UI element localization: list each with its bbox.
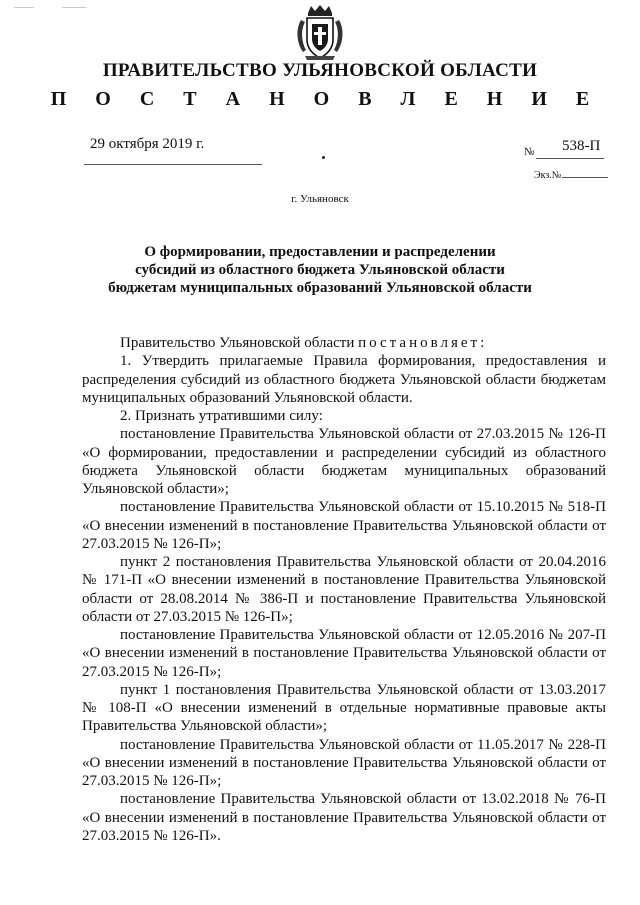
scan-dot xyxy=(322,156,325,159)
repealed-item: постановление Правительства Ульяновской области от 11.05.2017 № 228-П «О внесении изменений в постановление Правительства Ульяновской области от 27.03.2015 № 126-П»; xyxy=(82,736,606,789)
subject-line: субсидий из областного бюджета Ульяновской области xyxy=(135,262,505,278)
copy-label: Экз.№ xyxy=(534,170,562,181)
document-type-heading: П О С Т А Н О В Л Е Н И Е xyxy=(50,88,602,110)
repealed-item: постановление Правительства Ульяновской области от 12.05.2016 № 207-П «О внесении изменений в постановление Правительства Ульяновской области от 27.03.2015 № 126-П»; xyxy=(82,627,606,680)
paragraph-2: 2. Признать утратившими силу: xyxy=(120,408,323,424)
repealed-item: пункт 2 постановления Правительства Ульяновской области от 20.04.2016 № 171-П «О внесении изменений в постановление Правительства Ульяновской области от 28.08.2014 № 386-П и постановление Правительства Ульяновской области от 27.03.2015 № 126-П»; xyxy=(82,554,606,625)
intro-verb: постановляет xyxy=(358,335,481,351)
number-underline xyxy=(536,158,604,159)
city: г. Ульяновск xyxy=(291,193,349,205)
paragraph-1: 1. Утвердить прилагаемые Правила формирования, предоставления и распределения субсидий из областного бюджета Ульяновской области бюджетам муниципальных образований Ульяновской области. xyxy=(82,353,606,406)
scan-mark xyxy=(14,7,34,8)
number-sign: № xyxy=(524,146,535,158)
document-body xyxy=(82,334,606,845)
document-subject xyxy=(80,243,560,297)
subject-line: О формировании, предоставлении и распределении xyxy=(144,244,496,260)
government-title: ПРАВИТЕЛЬСТВО УЛЬЯНОВСКОЙ ОБЛАСТИ xyxy=(102,60,538,81)
coat-of-arms-icon xyxy=(295,4,345,62)
scan-mark xyxy=(62,7,86,8)
date-underline xyxy=(84,164,262,165)
intro-prefix: Правительство Ульяновской области xyxy=(120,335,355,351)
copy-underline xyxy=(562,177,608,178)
repealed-item: постановление Правительства Ульяновской области от 27.03.2015 № 126-П «О формировании, предоставлении и распределении субсидий из областного бюджета Ульяновской области бюджетам муниципальных образований Ульяновской области»; xyxy=(82,426,606,497)
repealed-item: постановление Правительства Ульяновской области от 13.02.2018 № 76-П «О внесении изменений в постановление Правительства Ульяновской области от 27.03.2015 № 126-П». xyxy=(82,791,606,844)
document-date: 29 октября 2019 г. xyxy=(90,136,205,152)
subject-line: бюджетам муниципальных образований Ульяновской области xyxy=(108,280,532,296)
number-value: 538-П xyxy=(562,138,601,154)
intro-suffix: : xyxy=(480,335,485,351)
intro-paragraph xyxy=(82,334,606,352)
repealed-item: пункт 1 постановления Правительства Ульяновской области от 13.03.2017 № 108-П «О внесении изменений в отдельные нормативные правовые акты Правительства Ульяновской области»; xyxy=(82,681,606,735)
repealed-item: постановление Правительства Ульяновской области от 15.10.2015 № 518-П «О внесении изменений в постановление Правительства Ульяновской области от 27.03.2015 № 126-П»; xyxy=(82,499,606,552)
copy-number xyxy=(534,170,608,181)
